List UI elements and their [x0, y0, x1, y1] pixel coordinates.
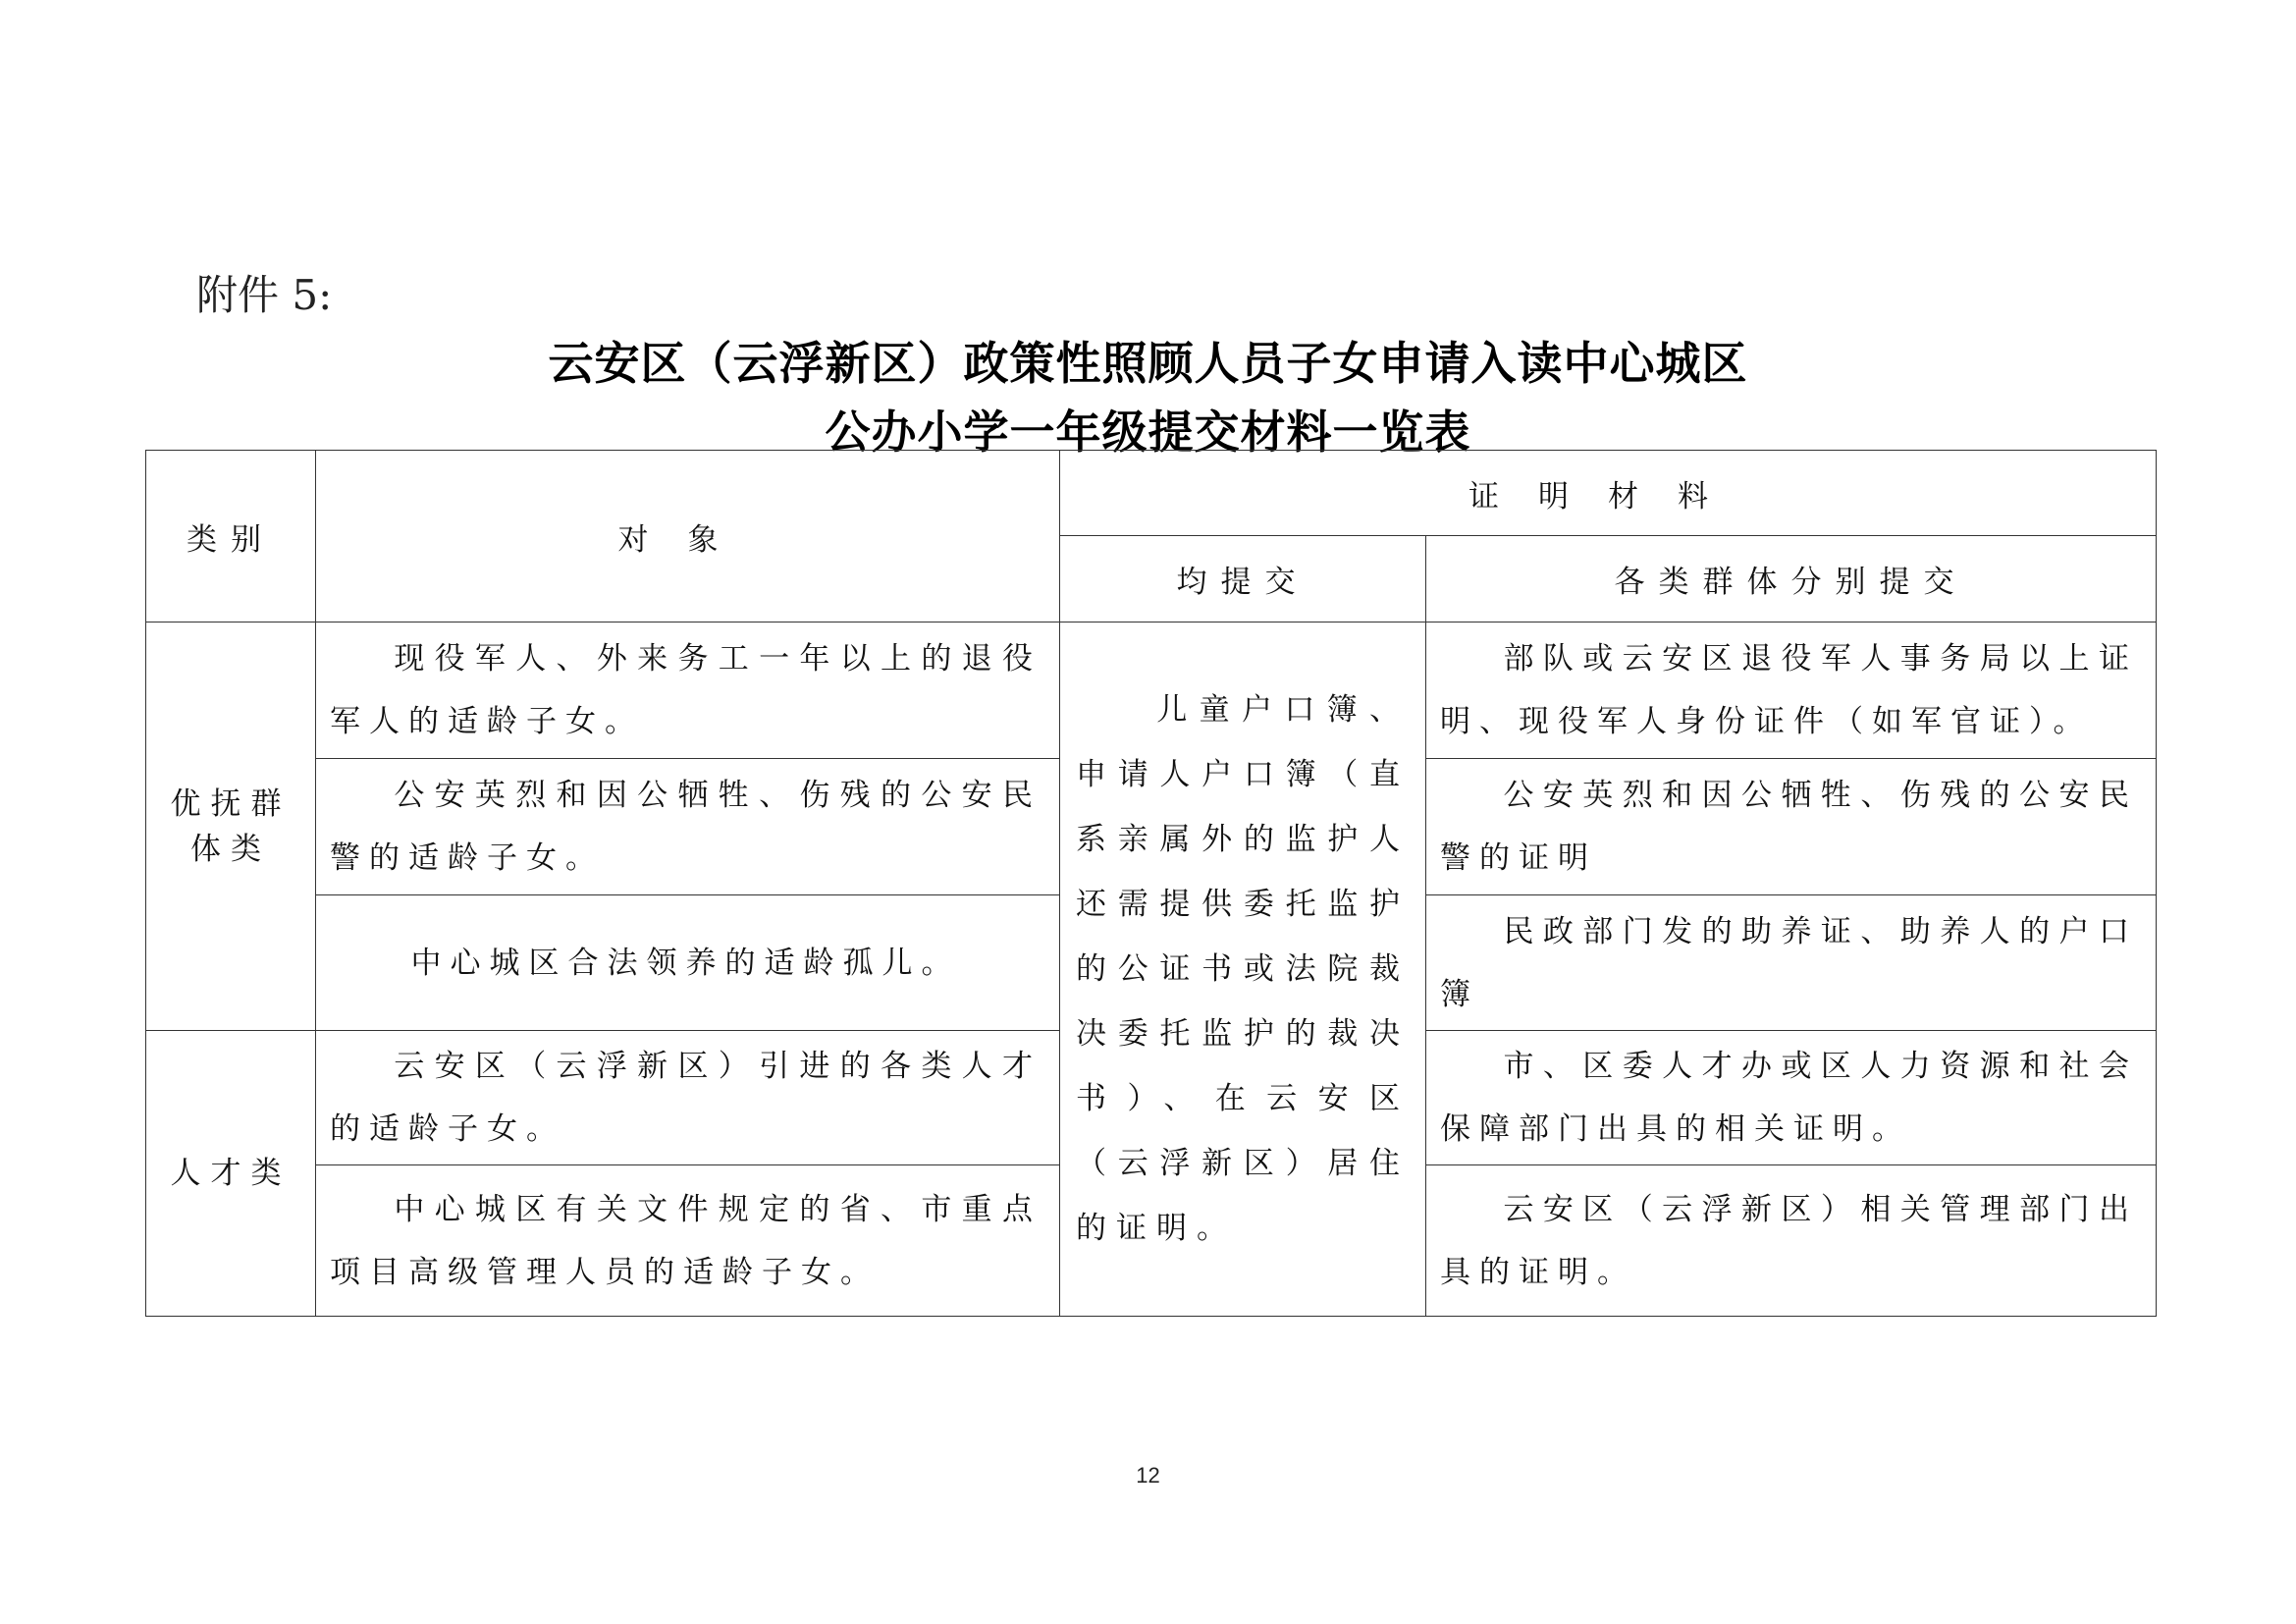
- target-text: 公安英烈和因公牺牲、伤残的公安民警的适龄子女。: [330, 778, 1041, 876]
- specific-cell: [1426, 895, 2157, 1031]
- header-proof: 证明材料: [1060, 451, 2157, 536]
- specific-cell: [1426, 623, 2157, 759]
- header-target: 对象: [316, 451, 1060, 623]
- specific-text: 云安区（云浮新区）相关管理部门出具的证明。: [1440, 1191, 2138, 1290]
- header-specific: 各类群体分别提交: [1426, 536, 2157, 623]
- page-number: 12: [1136, 1463, 1160, 1488]
- document-title-line1: 云安区（云浮新区）政策性照顾人员子女申请入读中心城区: [548, 337, 1748, 390]
- common-materials-text: 儿童户口簿、申请人户口簿（直系亲属外的监护人还需提供委托监护的公证书或法院裁决委托监护的裁决书）、在云安区（云浮新区）居住的证明。: [1076, 692, 1410, 1246]
- target-cell: [316, 759, 1060, 895]
- attachment-label: 附件 5:: [196, 271, 333, 319]
- category-cell-youfu: 优抚群体类: [146, 623, 316, 1031]
- target-text: 中心城区有关文件规定的省、市重点项目高级管理人员的适龄子女。: [330, 1191, 1041, 1290]
- specific-text: 部队或云安区退役军人事务局以上证明、现役军人身份证件（如军官证）。: [1440, 641, 2138, 739]
- specific-text: 民政部门发的助养证、助养人的户口簿: [1440, 913, 2138, 1012]
- document-title-line2: 公办小学一年级提交材料一览表: [825, 406, 1471, 459]
- header-row-1: [146, 451, 2157, 536]
- specific-text: 市、区委人才办或区人力资源和社会保障部门出具的相关证明。: [1440, 1049, 2138, 1147]
- materials-table: [145, 450, 2157, 1317]
- specific-cell: [1426, 1031, 2157, 1165]
- table-row: [146, 623, 2157, 759]
- target-cell: [316, 623, 1060, 759]
- target-cell: [316, 1165, 1060, 1317]
- target-text: 中心城区合法领养的适龄孤儿。: [410, 945, 961, 981]
- common-materials-cell: [1060, 623, 1426, 1317]
- specific-text: 公安英烈和因公牺牲、伤残的公安民警的证明: [1440, 778, 2138, 876]
- category-cell-rencai: 人才类: [146, 1031, 316, 1317]
- header-common: 均提交: [1060, 536, 1426, 623]
- target-text: 云安区（云浮新区）引进的各类人才的适龄子女。: [330, 1049, 1041, 1147]
- specific-cell: [1426, 1165, 2157, 1317]
- header-category: 类别: [146, 451, 316, 623]
- target-cell: [316, 1031, 1060, 1165]
- specific-cell: [1426, 759, 2157, 895]
- target-text: 现役军人、外来务工一年以上的退役军人的适龄子女。: [330, 641, 1041, 739]
- target-cell: [316, 895, 1060, 1031]
